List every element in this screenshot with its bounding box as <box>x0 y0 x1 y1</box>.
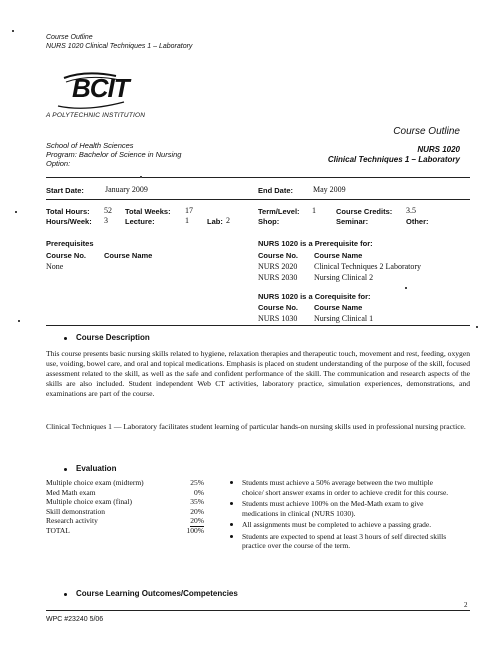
term-value: 1 <box>312 206 316 215</box>
eval-item-name: Multiple choice exam (midterm) <box>46 478 144 487</box>
table-row-course-name: Nursing Clinical 1 <box>314 314 374 323</box>
bullet-icon <box>230 523 233 526</box>
prereq-none: None <box>46 262 64 271</box>
course-code: NURS 1020 <box>417 145 460 154</box>
table-row-course-no: NURS 1030 <box>258 314 298 323</box>
table-row <box>46 526 204 536</box>
prereq-for-col-course-no: Course No. <box>258 251 299 260</box>
scan-speck <box>12 30 14 32</box>
eval-note: Students must achieve a 50% average between the two multiple choice/ short answer exams in order to achieve credit for this course. <box>242 478 449 497</box>
outline-label: Course Outline <box>393 126 460 137</box>
list-item <box>230 499 450 518</box>
lab-value: 2 <box>226 216 230 225</box>
prereq-col-course-name: Course Name <box>104 251 153 260</box>
prereq-for-col-course-name: Course Name <box>314 251 363 260</box>
bcit-logo <box>46 68 146 112</box>
eval-item-name: Skill demonstration <box>46 506 105 516</box>
hours-week-label: Hours/Week: <box>46 217 92 226</box>
table-row <box>46 507 204 517</box>
prereq-for-heading: NURS 1020 is a Prerequisite for: <box>258 239 373 248</box>
eval-item-pct: 20% <box>190 516 204 525</box>
eval-note: All assignments must be completed to achieve a passing grade. <box>242 520 432 529</box>
total-hours-label: Total Hours: <box>46 207 90 216</box>
credits-label: Course Credits: <box>336 207 393 216</box>
bullet-icon <box>64 337 67 340</box>
term-label: Term/Level: <box>258 207 300 216</box>
lab-label: Lab: <box>207 217 223 226</box>
scan-speck <box>405 287 407 289</box>
eval-total-pct: 100% <box>186 525 204 535</box>
table-row <box>46 497 204 507</box>
eval-total-label: TOTAL <box>46 525 70 535</box>
eval-item-pct: 25% <box>190 478 204 487</box>
list-item <box>230 478 450 497</box>
scan-speck <box>476 326 478 328</box>
footer-code: WPC #23240 5/06 <box>46 616 104 623</box>
total-weeks-value: 17 <box>185 206 193 215</box>
list-item <box>230 520 450 530</box>
description-heading: Course Description <box>76 333 150 342</box>
table-row-course-no: NURS 2020 <box>258 262 298 271</box>
outcomes-heading: Course Learning Outcomes/Competencies <box>76 589 238 598</box>
description-paragraph: This course presents basic nursing skills related to hygiene, relaxation therapies and therapeutic touch, movement and rest, feeding, oxygen use, voiding, bowel care, and oral and topical medications. Emphasis is placed on student understanding of the purpose of the skill, focused assessment related to the skill, as well as the safe and confident performance of the skill. The communication and research aspects of the skills are also included. Student independent Web CT activities, laboratory practice, simulation experiences, demonstrations, and examinations are part of the course. <box>46 349 470 398</box>
coreq-col-course-no: Course No. <box>258 303 299 312</box>
prerequisites-heading: Prerequisites <box>46 239 94 248</box>
table-row <box>46 516 204 526</box>
table-row-course-no: NURS 2030 <box>258 273 298 282</box>
total-weeks-label: Total Weeks: <box>125 207 171 216</box>
lecture-value: 1 <box>185 216 189 225</box>
bullet-icon <box>230 535 233 538</box>
bullet-icon <box>230 481 233 484</box>
eval-note: Students must achieve 100% on the Med-Math exam to give medications in clinical (NURS 1030). <box>242 499 424 518</box>
logo-wordmark: BCIT <box>72 73 129 103</box>
scan-speck <box>18 320 20 322</box>
eval-item-name: Med Math exam <box>46 487 96 497</box>
start-date-label: Start Date: <box>46 186 84 195</box>
eval-item-name: Research activity <box>46 516 98 525</box>
scan-speck <box>15 211 17 213</box>
table-row-course-name: Clinical Techniques 2 Laboratory <box>314 262 422 271</box>
eval-item-pct: 0% <box>194 487 204 497</box>
divider <box>46 199 470 200</box>
end-date-label: End Date: <box>258 186 294 195</box>
school-name: School of Health Sciences <box>46 141 134 150</box>
eval-item-name: Multiple choice exam (final) <box>46 497 133 506</box>
lecture-label: Lecture: <box>125 217 155 226</box>
option-label: Option: <box>46 159 71 168</box>
prereq-col-course-no: Course No. <box>46 251 87 260</box>
eval-item-pct: 20% <box>190 506 204 516</box>
logo-tagline: A POLYTECHNIC INSTITUTION <box>46 112 146 119</box>
list-item <box>230 532 450 551</box>
table-row-course-name: Nursing Clinical 2 <box>314 273 374 282</box>
total-hours-value: 52 <box>104 206 112 215</box>
table-row <box>46 478 204 488</box>
start-date-value: January 2009 <box>105 185 148 194</box>
end-date-value: May 2009 <box>313 185 346 194</box>
scan-speck <box>140 176 142 178</box>
bullet-icon <box>64 468 67 471</box>
program-name: Program: Bachelor of Science in Nursing <box>46 150 182 159</box>
evaluation-notes <box>230 478 450 551</box>
evaluation-heading: Evaluation <box>76 464 117 473</box>
credits-value: 3.5 <box>406 206 416 215</box>
course-title: Clinical Techniques 1 – Laboratory <box>327 155 460 164</box>
bullet-icon <box>64 593 67 596</box>
hours-week-value: 3 <box>104 216 108 225</box>
evaluation-table <box>46 478 204 535</box>
header-doc-type: Course Outline <box>46 34 93 41</box>
coreq-col-course-name: Course Name <box>314 303 363 312</box>
other-label: Other: <box>406 217 429 226</box>
eval-note: Students are expected to spend at least 3 hours of self directed skills practice over the course of the term. <box>242 531 447 550</box>
footer-divider <box>46 610 470 611</box>
seminar-label: Seminar: <box>336 217 369 226</box>
bullet-icon <box>230 502 233 505</box>
header-course-line: NURS 1020 Clinical Techniques 1 – Laboratory <box>46 43 193 50</box>
divider <box>46 177 470 178</box>
page-mark: 2 <box>464 601 468 609</box>
divider <box>46 325 470 326</box>
description-paragraph-2: Clinical Techniques 1 — Laboratory facilitates student learning of particular hands-on nursing skills used in professional nursing practice. <box>46 422 466 431</box>
table-row <box>46 488 204 498</box>
eval-item-pct: 35% <box>190 497 204 506</box>
shop-label: Shop: <box>258 217 280 226</box>
coreq-for-heading: NURS 1020 is a Corequisite for: <box>258 292 371 301</box>
